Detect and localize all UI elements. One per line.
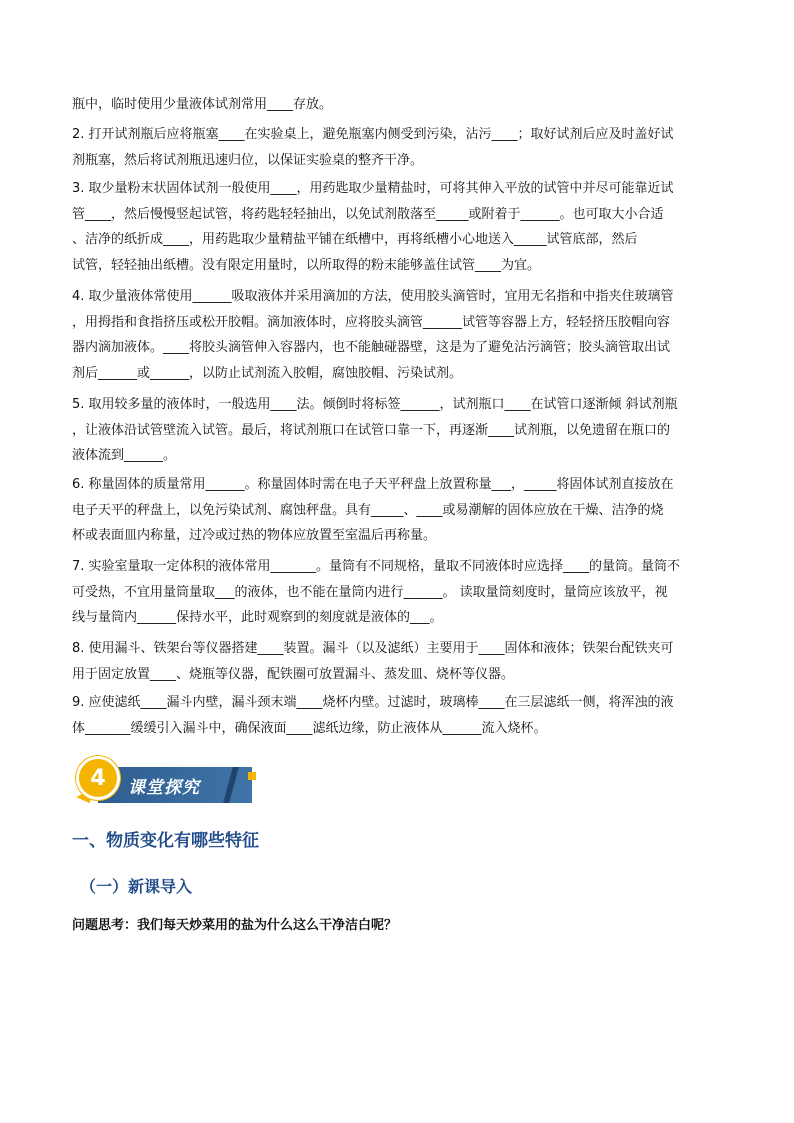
paragraph-6 <box>72 472 722 549</box>
text-line: 剂瓶塞，然后将试剂瓶迅速归位，以保证实验桌的整齐干净。 <box>72 152 424 168</box>
paragraph-8 <box>72 636 722 687</box>
subsection-heading: （一）新课导入 <box>80 877 193 896</box>
text-line: 器内滴加液体。____将胶头滴管伸入容器内，也不能触碰器壁，这是为了避免沾污滴管；胶头滴管取出试 <box>72 340 671 355</box>
text-line: 体_______缓缓引入漏斗中，确保液面____滤纸边缘，防止液体从______流入烧杯。 <box>72 720 547 736</box>
paragraph-3 <box>72 176 722 278</box>
text-line: 2. 打开试剂瓶后应将瓶塞____在实验桌上，避免瓶塞内侧受到污染，沾污____；取好试剂后应及时盖好试 <box>72 127 674 142</box>
paragraph-7 <box>72 554 722 631</box>
text-line: 、洁净的纸折成____，用药匙取少量精盐平铺在纸槽中，再将纸槽小心地送入_____试管底部，然后 <box>72 232 638 247</box>
text-line: 3. 取少量粉末状固体试剂一般使用____，用药匙取少量精盐时，可将其伸入平放的试管中并尽可能靠近试 <box>72 181 674 196</box>
text-line: 9. 应使滤纸____漏斗内壁，漏斗颈末端____烧杯内壁。过滤时，玻璃棒____在三层滤纸一侧，将浑浊的液 <box>72 695 674 710</box>
text-line: 液体流到______。 <box>72 448 177 463</box>
paragraph-9 <box>72 690 722 741</box>
paragraph-5 <box>72 392 722 469</box>
text-line: 试管，轻轻抽出纸槽。没有限定用量时，以所取得的粉末能够盖住试管____为宜。 <box>72 257 541 273</box>
text-line: 4. 取少量液体常使用______吸取液体并采用滴加的方法，使用胶头滴管时，宜用无名指和中指夹住玻璃管 <box>72 289 674 304</box>
text-line: 6. 称量固体的质量常用______。称量固体时需在电子天平秤盘上放置称量___，_____将固体试剂直接放在 <box>72 477 674 492</box>
paragraph-4 <box>72 284 722 386</box>
section-badge-stripe <box>223 767 239 803</box>
section-number-badge: 4 <box>76 756 120 800</box>
text-line: ，用拇指和食指挤压或松开胶帽。滴加液体时，应将胶头滴管______试管等容器上方，轻轻挤压胶帽向容 <box>72 314 671 330</box>
text-line: 5. 取用较多量的液体时，一般选用____法。倾倒时将标签______，试剂瓶口____在试管口逐渐倾 斜试剂瓶 <box>72 397 678 412</box>
section-badge-square <box>248 772 256 780</box>
text-line: 7. 实验室量取一定体积的液体常用_______。量筒有不同规格，量取不同液体时应选择____的量筒。量筒不 <box>72 559 681 574</box>
section-badge <box>70 752 260 812</box>
text-line: 杯或表面皿内称量，过冷或过热的物体应放置至室温后再称量。 <box>72 528 437 543</box>
text-line: 剂后______或______，以防止试剂流入胶帽，腐蚀胶帽、污染试剂。 <box>72 365 463 381</box>
paragraph-2 <box>72 122 722 173</box>
text-line: 电子天平的秤盘上，以免污染试剂、腐蚀秤盘。具有_____、____或易潮解的固体应放在干燥、洁净的烧 <box>72 502 664 518</box>
text-line: 管____，然后慢慢竖起试管，将药匙轻轻抽出，以免试剂散落至_____或附着于______。也可取大小合适 <box>72 206 664 222</box>
section-badge-title: 课堂探究 <box>128 778 200 798</box>
paragraph-1 <box>72 92 722 118</box>
text-line: 用于固定放置____、烧瓶等仪器，配铁圈可放置漏斗、蒸发皿、烧杯等仪器。 <box>72 666 515 682</box>
section-heading: 一、物质变化有哪些特征 <box>72 831 259 851</box>
text-line: 可受热，不宜用量筒量取___的液体，也不能在量筒内进行______。 读取量筒刻度时，量筒应该放平，视 <box>72 584 668 600</box>
text-line: 8. 使用漏斗、铁架台等仪器搭建____装置。漏斗（以及滤纸）主要用于____固体和液体；铁架台配铁夹可 <box>72 641 674 656</box>
question-text: 问题思考：我们每天炒菜用的盐为什么这么干净洁白呢？ <box>72 918 398 933</box>
text-line: 线与量筒内______保持水平，此时观察到的刻度就是液体的___。 <box>72 610 443 625</box>
text-line: 瓶中，临时使用少量液体试剂常用____存放。 <box>72 97 333 112</box>
text-line: ，让液体沿试管壁流入试管。最后，将试剂瓶口在试管口靠一下，再逐渐____试剂瓶，以免遗留在瓶口的 <box>72 422 671 438</box>
